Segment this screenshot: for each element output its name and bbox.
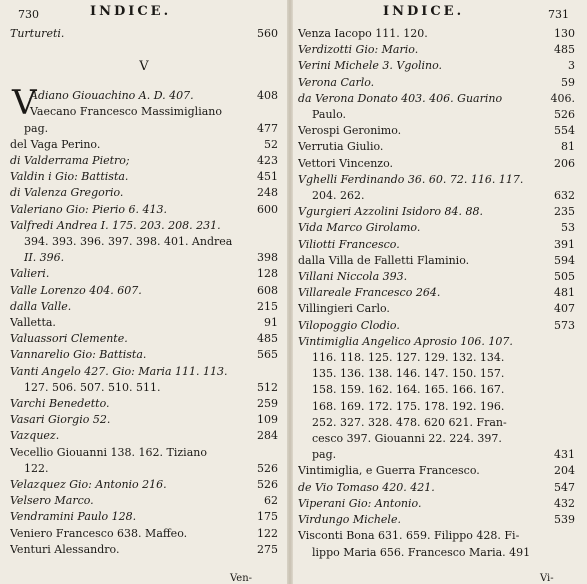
dropcap-block bbox=[10, 83, 278, 124]
entry-page: 485 bbox=[554, 43, 575, 57]
entry-name: Velsero Marco. bbox=[10, 494, 94, 508]
entry-name: Vintimiglia, e Guerra Francesco. bbox=[298, 464, 480, 478]
entry-page: 130 bbox=[554, 27, 575, 40]
index-entry bbox=[298, 204, 575, 220]
entry-page: 204 bbox=[554, 464, 575, 478]
index-entry bbox=[10, 477, 278, 493]
index-entry bbox=[10, 445, 278, 461]
right-page-title: INDICE. bbox=[383, 4, 465, 19]
index-entry bbox=[298, 269, 575, 285]
entry-name: Virdungo Michele. bbox=[298, 513, 401, 527]
index-entry bbox=[10, 88, 278, 104]
entry-name: Veniero Francesco 638. Maffeo. bbox=[10, 526, 188, 540]
entry-page: 431 bbox=[554, 448, 575, 462]
entry-page: 423 bbox=[257, 154, 278, 168]
left-page-number: 730 bbox=[18, 8, 39, 21]
index-entry bbox=[298, 253, 575, 269]
index-entry bbox=[10, 412, 278, 428]
index-entry bbox=[10, 331, 278, 347]
right-page-number: 731 bbox=[548, 8, 569, 21]
entry-name: Vasari Giorgio 52. bbox=[10, 413, 111, 427]
entry-page: 432 bbox=[554, 496, 575, 510]
entry-name: Vecellio Giouanni 138. 162. Tiziano bbox=[10, 445, 207, 459]
left-page-header bbox=[10, 4, 278, 26]
entry-page: 594 bbox=[554, 253, 575, 267]
entry-name: Vazquez. bbox=[10, 429, 60, 443]
entry-page: 526 bbox=[554, 108, 575, 122]
entry-name: cesco 397. Giouanni 22. 224. 397. bbox=[312, 432, 502, 446]
index-entry bbox=[10, 526, 278, 542]
left-entries bbox=[10, 83, 278, 558]
index-entry bbox=[298, 188, 575, 204]
entry-name: Vilopoggio Clodio. bbox=[298, 318, 400, 332]
entry-name: II. 396. bbox=[24, 251, 65, 265]
index-entry bbox=[298, 139, 575, 155]
entry-page: 554 bbox=[554, 124, 575, 138]
entry-name: Villareale Francesco 264. bbox=[298, 286, 441, 300]
entry-page: 175 bbox=[257, 510, 278, 524]
entry-page: 560 bbox=[257, 27, 278, 40]
left-page bbox=[0, 0, 288, 584]
index-entry bbox=[10, 347, 278, 363]
entry-name: Vaecano Francesco Massimigliano bbox=[30, 105, 222, 119]
entry-page: 391 bbox=[554, 237, 575, 251]
entry-name: Valeriano Gio: Pierio 6. 413. bbox=[10, 202, 167, 216]
index-entry bbox=[298, 496, 575, 512]
entry-name: Verini Michele 3. Vgolino. bbox=[298, 59, 443, 73]
entry-name: 135. 136. 138. 146. 147. 150. 157. bbox=[312, 367, 505, 381]
entry-name: Valuassori Clemente. bbox=[10, 332, 128, 346]
entry-page: 62 bbox=[264, 494, 278, 508]
entry-name: Turtureti. bbox=[10, 27, 65, 40]
entry-page: 215 bbox=[257, 299, 278, 313]
entry-name: Varchi Benedetto. bbox=[10, 397, 110, 411]
entry-page: 284 bbox=[257, 429, 278, 443]
entry-page: 539 bbox=[554, 513, 575, 527]
entry-name: Vgurgieri Azzolini Isidoro 84. 88. bbox=[298, 205, 483, 219]
index-entry bbox=[298, 75, 575, 91]
entry-name: Adiano Giouachino A. D. 407. bbox=[30, 89, 194, 103]
entry-page: 505 bbox=[554, 270, 575, 284]
index-entry bbox=[298, 107, 575, 123]
entry-name: Viliotti Francesco. bbox=[298, 237, 400, 251]
index-entry bbox=[298, 431, 575, 447]
entry-page: 526 bbox=[257, 478, 278, 492]
right-entry-list bbox=[298, 26, 575, 561]
entry-page: 235 bbox=[554, 205, 575, 219]
index-entry bbox=[298, 399, 575, 415]
index-entry bbox=[298, 447, 575, 463]
entry-name: Villani Niccola 393. bbox=[298, 270, 408, 284]
index-entry bbox=[10, 250, 278, 266]
entry-name: Vendramini Paulo 128. bbox=[10, 510, 137, 524]
index-entry bbox=[10, 169, 278, 185]
index-entry bbox=[298, 415, 575, 431]
entry-name: Velazquez Gio: Antonio 216. bbox=[10, 478, 167, 492]
entry-name: da Verona Donato 403. 406. Guarino bbox=[298, 91, 503, 105]
entry-page: 52 bbox=[264, 137, 278, 151]
entry-name: Visconti Bona 631. 659. Filippo 428. Fi- bbox=[298, 529, 520, 543]
index-entry bbox=[10, 542, 278, 558]
entry-name: Valdin i Gio: Battista. bbox=[10, 170, 129, 184]
index-entry bbox=[10, 283, 278, 299]
entry-name: 394. 393. 396. 397. 398. 401. Andrea bbox=[24, 235, 233, 249]
index-entry bbox=[10, 137, 278, 153]
entry-name: Venza Iacopo 111. 120. bbox=[298, 27, 428, 40]
entry-page: 3 bbox=[568, 59, 575, 73]
entry-name: Verospi Geronimo. bbox=[298, 124, 402, 138]
left-first-entries bbox=[10, 26, 278, 42]
left-page-title: INDICE. bbox=[90, 4, 172, 19]
entry-page: 91 bbox=[264, 316, 278, 330]
entry-page: 122 bbox=[257, 526, 278, 540]
index-entry bbox=[298, 528, 575, 544]
entry-page: 59 bbox=[561, 75, 575, 89]
index-entry bbox=[298, 382, 575, 398]
entry-page: 407 bbox=[554, 302, 575, 316]
entry-page: 451 bbox=[257, 170, 278, 184]
index-entry bbox=[10, 315, 278, 331]
entry-name: pag. bbox=[312, 448, 337, 462]
entry-page: 485 bbox=[257, 332, 278, 346]
index-entry bbox=[298, 350, 575, 366]
index-entry bbox=[298, 301, 575, 317]
entry-name: Valieri. bbox=[10, 267, 50, 281]
entry-page: 398 bbox=[257, 251, 278, 265]
entry-name: lippo Maria 656. Francesco Maria. 491 bbox=[312, 545, 531, 559]
entry-name: Valle Lorenzo 404. 607. bbox=[10, 283, 142, 297]
entry-name: dalla Valle. bbox=[10, 299, 72, 313]
entry-page: 406. bbox=[550, 91, 575, 105]
entry-name: 204. 262. bbox=[312, 189, 365, 203]
index-entry bbox=[10, 461, 278, 477]
index-entry bbox=[298, 42, 575, 58]
entry-name: di Valenza Gregorio. bbox=[10, 186, 124, 200]
index-entry bbox=[298, 334, 575, 350]
index-entry bbox=[10, 509, 278, 525]
entry-name: 252. 327. 328. 478. 620 621. Fran- bbox=[312, 415, 507, 429]
entry-name: di Valderrama Pietro; bbox=[10, 154, 130, 168]
entry-page: 632 bbox=[554, 189, 575, 203]
entry-name: Vintimiglia Angelico Aprosio 106. 107. bbox=[298, 334, 513, 348]
index-entry bbox=[298, 545, 575, 561]
entry-page: 481 bbox=[554, 286, 575, 300]
entry-name: Viperani Gio: Antonio. bbox=[298, 496, 422, 510]
index-entry bbox=[10, 299, 278, 315]
entry-name: dalla Villa de Falletti Flaminio. bbox=[298, 253, 470, 267]
index-entry bbox=[298, 463, 575, 479]
entry-page: 512 bbox=[257, 380, 278, 394]
entry-name: Verrutia Giulio. bbox=[298, 140, 384, 154]
index-entry bbox=[10, 121, 278, 137]
entry-name: 158. 159. 162. 164. 165. 166. 167. bbox=[312, 383, 505, 397]
catchword: Vi- bbox=[540, 573, 554, 584]
entry-page: 547 bbox=[554, 480, 575, 494]
index-entry bbox=[10, 493, 278, 509]
index-entry bbox=[10, 396, 278, 412]
entry-name: 168. 169. 172. 175. 178. 192. 196. bbox=[312, 399, 505, 413]
index-entry bbox=[10, 428, 278, 444]
index-entry bbox=[10, 153, 278, 169]
entry-page: 81 bbox=[561, 140, 575, 154]
entry-name: Vettori Vincenzo. bbox=[298, 156, 394, 170]
index-entry bbox=[298, 156, 575, 172]
entry-name: pag. bbox=[24, 121, 49, 135]
entry-name: Valletta. bbox=[10, 316, 56, 330]
entry-name: Venturi Alessandro. bbox=[10, 542, 120, 556]
index-entry bbox=[298, 91, 575, 107]
index-entry bbox=[298, 318, 575, 334]
entry-page: 206 bbox=[554, 156, 575, 170]
index-entry bbox=[10, 380, 278, 396]
index-entry bbox=[298, 480, 575, 496]
entry-page: 608 bbox=[257, 283, 278, 297]
index-entry bbox=[298, 512, 575, 528]
entry-name: de Vio Tomaso 420. 421. bbox=[298, 480, 435, 494]
entry-page: 53 bbox=[561, 221, 575, 235]
entry-page: 573 bbox=[554, 318, 575, 332]
entry-name: del Vaga Perino. bbox=[10, 137, 101, 151]
entry-name: 127. 506. 507. 510. 511. bbox=[24, 380, 161, 394]
index-entry bbox=[298, 26, 575, 42]
entry-name: Vannarelio Gio: Battista. bbox=[10, 348, 147, 362]
entry-page: 526 bbox=[257, 461, 278, 475]
entry-name: Paulo. bbox=[312, 108, 346, 122]
entry-page: 565 bbox=[257, 348, 278, 362]
index-entry bbox=[10, 218, 278, 234]
entry-page: 109 bbox=[257, 413, 278, 427]
index-entry bbox=[10, 104, 278, 120]
entry-page: 248 bbox=[257, 186, 278, 200]
drop-capital: V bbox=[12, 83, 37, 124]
index-entry bbox=[298, 237, 575, 253]
entry-page: 408 bbox=[257, 89, 278, 103]
entry-name: Verdizotti Gio: Mario. bbox=[298, 43, 419, 57]
index-entry bbox=[10, 364, 278, 380]
index-entry bbox=[10, 26, 278, 42]
index-entry bbox=[298, 58, 575, 74]
right-page-header bbox=[298, 4, 575, 26]
index-entry bbox=[10, 202, 278, 218]
entry-page: 477 bbox=[257, 121, 278, 135]
entry-name: 116. 118. 125. 127. 129. 132. 134. bbox=[312, 351, 505, 365]
entry-name: Verona Carlo. bbox=[298, 75, 375, 89]
index-entry bbox=[10, 234, 278, 250]
entry-name: Villingieri Carlo. bbox=[298, 302, 390, 316]
index-entry bbox=[298, 123, 575, 139]
entry-page: 600 bbox=[257, 202, 278, 216]
entry-name: Vida Marco Girolamo. bbox=[298, 221, 421, 235]
index-entry bbox=[298, 366, 575, 382]
index-entry bbox=[10, 266, 278, 282]
index-entry bbox=[10, 185, 278, 201]
section-letter: V bbox=[139, 59, 149, 75]
entry-name: Valfredi Andrea I. 175. 203. 208. 231. bbox=[10, 218, 221, 232]
catchword: Ven- bbox=[230, 573, 253, 584]
entry-name: 122. bbox=[24, 461, 49, 475]
index-entry bbox=[298, 172, 575, 188]
left-entry-list bbox=[10, 121, 278, 558]
entry-page: 275 bbox=[257, 542, 278, 556]
entry-name: Vghelli Ferdinando 36. 60. 72. 116. 117. bbox=[298, 172, 524, 186]
entry-name: Vanti Angelo 427. Gio: Maria 111. 113. bbox=[10, 364, 228, 378]
index-entry bbox=[298, 285, 575, 301]
entry-page: 128 bbox=[257, 267, 278, 281]
right-page bbox=[292, 0, 587, 584]
entry-page: 259 bbox=[257, 397, 278, 411]
index-entry bbox=[298, 220, 575, 236]
